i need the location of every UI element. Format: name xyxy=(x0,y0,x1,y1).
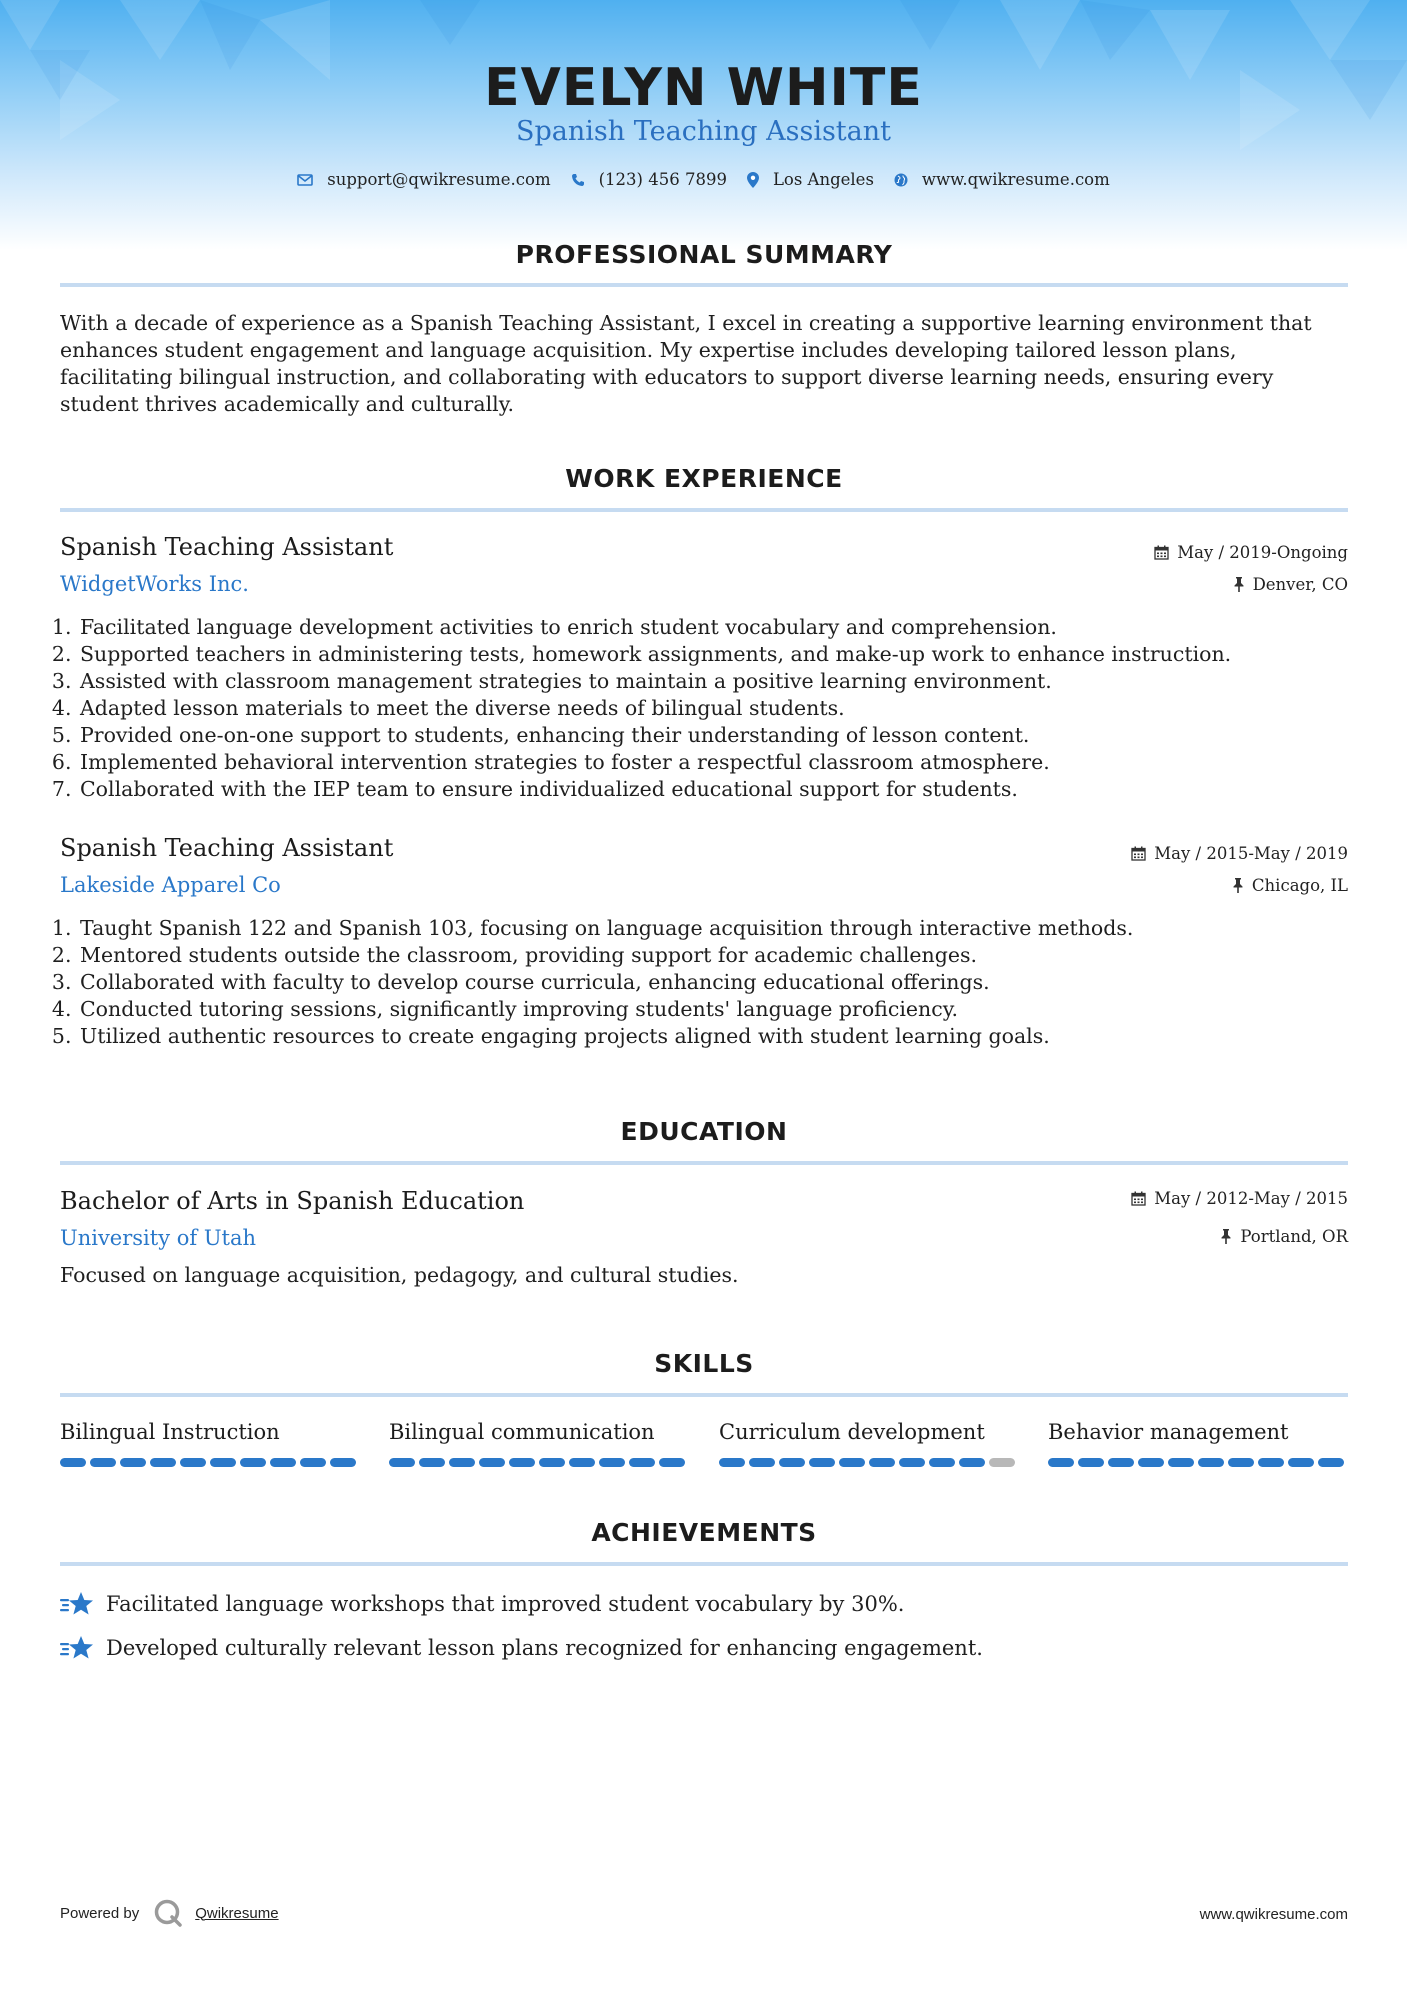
education-dates xyxy=(1131,1189,1348,1208)
job-bullets xyxy=(60,614,1368,803)
qwikresume-logo-icon xyxy=(153,1898,183,1928)
job-dates xyxy=(1154,543,1348,562)
summary-heading: PROFESSIONAL SUMMARY xyxy=(515,240,893,269)
skill-segment-empty xyxy=(989,1458,1015,1467)
list-item: 1. Facilitated language development activities to enrich student vocabulary and comprehension. xyxy=(78,614,1368,641)
job-title: Spanish Teaching Assistant xyxy=(60,533,394,561)
star-icon xyxy=(60,1590,94,1618)
pushpin-icon xyxy=(1233,577,1245,592)
list-item: 5. Utilized authentic resources to create engaging projects aligned with student learning goals. xyxy=(78,1023,1368,1050)
list-item: 2. Supported teachers in administering tests, homework assignments, and make-up work to enhance instruction. xyxy=(78,641,1368,668)
calendar-icon xyxy=(1154,545,1169,560)
envelope-icon xyxy=(297,174,313,186)
list-item: 4. Adapted lesson materials to meet the diverse needs of bilingual students. xyxy=(78,695,1368,722)
summary-divider xyxy=(60,283,1348,287)
education-location-text: Portland, OR xyxy=(1240,1227,1348,1246)
skill-segment-filled xyxy=(659,1458,685,1467)
list-item: 3. Assisted with classroom management strategies to maintain a positive learning environment. xyxy=(78,668,1368,695)
skill-item xyxy=(1048,1420,1348,1467)
skill-segment-filled xyxy=(1078,1458,1104,1467)
education-heading: EDUCATION xyxy=(620,1117,788,1146)
skill-meter xyxy=(719,1458,1019,1467)
skill-segment-filled xyxy=(1048,1458,1074,1467)
skill-segment-filled xyxy=(479,1458,505,1467)
contact-website-text: www.qwikresume.com xyxy=(921,170,1110,189)
candidate-role: Spanish Teaching Assistant xyxy=(515,116,891,147)
contact-phone-text: (123) 456 7899 xyxy=(598,170,727,189)
skill-segment-filled xyxy=(270,1458,296,1467)
skills-divider xyxy=(60,1393,1348,1397)
achievement-item xyxy=(60,1634,983,1662)
skill-segment-filled xyxy=(419,1458,445,1467)
list-item: 6. Implemented behavioral intervention strategies to foster a respectful classroom atmosphere. xyxy=(78,749,1368,776)
job-title: Spanish Teaching Assistant xyxy=(60,834,394,862)
achievements-heading: ACHIEVEMENTS xyxy=(591,1518,817,1547)
skill-name: Curriculum development xyxy=(719,1420,985,1444)
pushpin-icon xyxy=(1232,878,1244,893)
skill-segment-filled xyxy=(929,1458,955,1467)
skill-item xyxy=(60,1420,360,1467)
calendar-icon xyxy=(1131,846,1146,861)
skill-segment-filled xyxy=(569,1458,595,1467)
skill-name: Bilingual communication xyxy=(389,1420,655,1444)
skill-segment-filled xyxy=(1168,1458,1194,1467)
powered-by-text: Powered by xyxy=(60,1904,140,1922)
contact-website[interactable] xyxy=(894,170,1110,189)
skill-segment-filled xyxy=(1258,1458,1284,1467)
experience-divider xyxy=(60,508,1348,512)
skill-segment-filled xyxy=(1228,1458,1254,1467)
education-degree: Bachelor of Arts in Spanish Education xyxy=(60,1187,525,1215)
contact-location-text: Los Angeles xyxy=(772,170,874,189)
map-pin-icon xyxy=(747,172,759,188)
list-item: 3. Collaborated with faculty to develop course curricula, enhancing educational offerings. xyxy=(78,969,1368,996)
skill-segment-filled xyxy=(180,1458,206,1467)
skill-segment-filled xyxy=(449,1458,475,1467)
skill-segment-filled xyxy=(599,1458,625,1467)
job-dates-text: May / 2015-May / 2019 xyxy=(1154,844,1348,863)
job-location-text: Chicago, IL xyxy=(1251,876,1348,895)
skill-segment-filled xyxy=(330,1458,356,1467)
skill-segment-filled xyxy=(389,1458,415,1467)
skill-item xyxy=(719,1420,1019,1467)
job-location xyxy=(1232,876,1348,895)
skill-segment-filled xyxy=(240,1458,266,1467)
skill-segment-filled xyxy=(629,1458,655,1467)
education-description: Focused on language acquisition, pedagogy, and cultural studies. xyxy=(60,1263,739,1287)
education-location xyxy=(1220,1227,1348,1246)
skill-segment-filled xyxy=(809,1458,835,1467)
summary-text: With a decade of experience as a Spanish Teaching Assistant, I excel in creating a supportive learning environment that enhances student engagement and language acquisition. My expertise includes developing tailored lesson plans, facilitating bilingual instruction, and collaborating with educators to support diverse learning needs, ensuring every student thrives academically and culturally. xyxy=(60,311,1312,416)
skill-segment-filled xyxy=(210,1458,236,1467)
skill-item xyxy=(389,1420,689,1467)
skill-meter xyxy=(1048,1458,1348,1467)
list-item: 5. Provided one-on-one support to students, enhancing their understanding of lesson content. xyxy=(78,722,1368,749)
skill-name: Bilingual Instruction xyxy=(60,1420,280,1444)
skill-segment-filled xyxy=(1288,1458,1314,1467)
job-company: Lakeside Apparel Co xyxy=(60,873,281,897)
education-divider xyxy=(60,1161,1348,1165)
skill-segment-filled xyxy=(869,1458,895,1467)
skill-segment-filled xyxy=(1108,1458,1134,1467)
skill-segment-filled xyxy=(749,1458,775,1467)
job-location xyxy=(1233,575,1348,594)
achievement-item xyxy=(60,1590,904,1618)
skill-segment-filled xyxy=(150,1458,176,1467)
skill-segment-filled xyxy=(899,1458,925,1467)
skill-meter xyxy=(389,1458,689,1467)
skill-segment-filled xyxy=(779,1458,805,1467)
skill-segment-filled xyxy=(539,1458,565,1467)
footer-brand-link[interactable]: Qwikresume xyxy=(195,1904,279,1922)
contact-location xyxy=(747,170,874,189)
pushpin-icon xyxy=(1220,1229,1232,1244)
job-bullets xyxy=(60,915,1368,1050)
list-item: 7. Collaborated with the IEP team to ensure individualized educational support for students. xyxy=(78,776,1368,803)
skill-segment-filled xyxy=(1318,1458,1344,1467)
contact-bar xyxy=(0,170,1407,189)
skill-segment-filled xyxy=(120,1458,146,1467)
globe-icon xyxy=(894,173,908,187)
skill-meter xyxy=(60,1458,360,1467)
job-dates-text: May / 2019-Ongoing xyxy=(1177,543,1348,562)
education-dates-text: May / 2012-May / 2015 xyxy=(1154,1189,1348,1208)
contact-email-text: support@qwikresume.com xyxy=(327,170,551,189)
skill-segment-filled xyxy=(959,1458,985,1467)
achievements-divider xyxy=(60,1562,1348,1566)
experience-heading: WORK EXPERIENCE xyxy=(565,464,843,493)
footer-website[interactable]: www.qwikresume.com xyxy=(1199,1906,1348,1923)
achievement-text: Facilitated language workshops that improved student vocabulary by 30%. xyxy=(106,1592,905,1616)
list-item: 2. Mentored students outside the classroom, providing support for academic challenges. xyxy=(78,942,1368,969)
skills-heading: SKILLS xyxy=(654,1349,754,1378)
phone-icon xyxy=(571,173,585,187)
skill-segment-filled xyxy=(839,1458,865,1467)
skill-segment-filled xyxy=(1198,1458,1224,1467)
skill-segment-filled xyxy=(60,1458,86,1467)
job-location-text: Denver, CO xyxy=(1252,575,1348,594)
list-item: 4. Conducted tutoring sessions, significantly improving students' language proficiency. xyxy=(78,996,1368,1023)
skill-segment-filled xyxy=(719,1458,745,1467)
job-dates xyxy=(1131,844,1348,863)
calendar-icon xyxy=(1131,1191,1146,1206)
list-item: 1. Taught Spanish 122 and Spanish 103, focusing on language acquisition through interactive methods. xyxy=(78,915,1368,942)
contact-phone[interactable] xyxy=(571,170,727,189)
education-school: University of Utah xyxy=(60,1226,257,1250)
star-icon xyxy=(60,1634,94,1662)
candidate-name: EVELYN WHITE xyxy=(484,58,923,118)
footer-powered-by xyxy=(60,1898,279,1928)
contact-email[interactable] xyxy=(297,170,550,189)
job-company: WidgetWorks Inc. xyxy=(60,572,249,596)
skill-segment-filled xyxy=(90,1458,116,1467)
skill-segment-filled xyxy=(300,1458,326,1467)
skill-segment-filled xyxy=(1138,1458,1164,1467)
skill-name: Behavior management xyxy=(1048,1420,1289,1444)
skill-segment-filled xyxy=(509,1458,535,1467)
achievement-text: Developed culturally relevant lesson plans recognized for enhancing engagement. xyxy=(106,1636,983,1660)
